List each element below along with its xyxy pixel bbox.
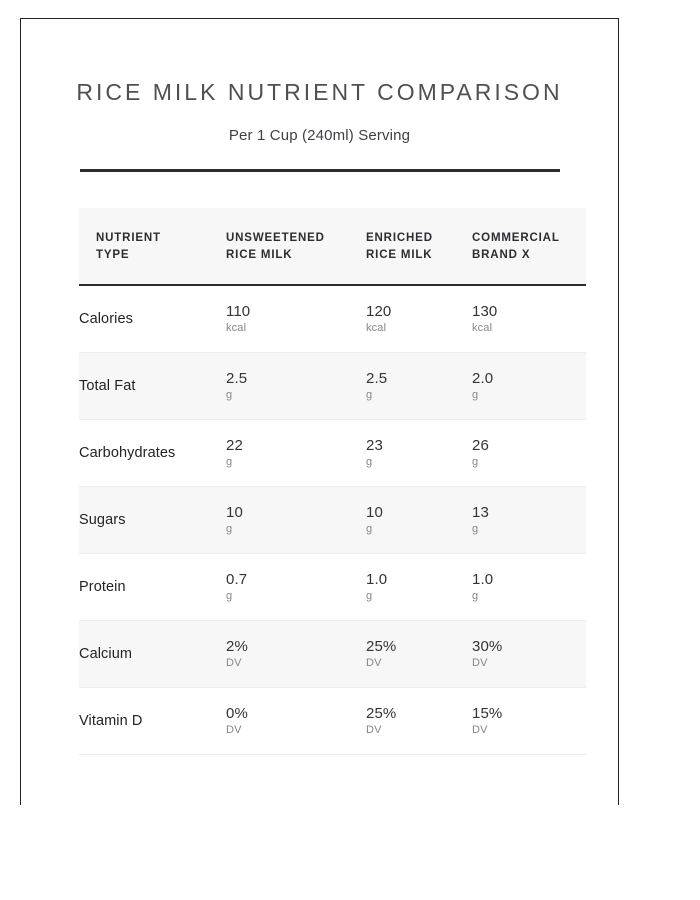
row-label: Sugars bbox=[79, 511, 126, 528]
row-label: Total Fat bbox=[79, 377, 136, 394]
nutrient-table-container bbox=[21, 208, 618, 755]
column-header-unsweetened-rice-milk bbox=[226, 208, 366, 286]
cell-value bbox=[366, 486, 472, 553]
cell-value bbox=[366, 352, 472, 419]
cell-value bbox=[366, 285, 472, 352]
table-header-row bbox=[79, 208, 586, 286]
cell-unit: DV bbox=[366, 656, 382, 669]
cell-number: 1.0 bbox=[366, 570, 388, 588]
cell-unit: g bbox=[226, 455, 233, 468]
table-row bbox=[79, 687, 586, 754]
cell-value bbox=[366, 419, 472, 486]
cell-unit: DV bbox=[226, 656, 242, 669]
cell-unit: g bbox=[472, 589, 479, 602]
nutrient-comparison-table bbox=[79, 208, 586, 755]
cell-number: 25% bbox=[366, 637, 397, 655]
cell-unit: g bbox=[472, 455, 479, 468]
cell-unit: g bbox=[366, 388, 373, 401]
cell-unit: g bbox=[226, 589, 233, 602]
cell-number: 22 bbox=[226, 436, 243, 454]
cell-unit: g bbox=[366, 522, 373, 535]
cell-unit: DV bbox=[472, 656, 488, 669]
cell-unit: g bbox=[472, 522, 479, 535]
column-header-line-1: COMMERCIAL bbox=[472, 231, 560, 244]
column-header-line-2: RICE MILK bbox=[226, 249, 293, 262]
table-row bbox=[79, 285, 586, 352]
column-header-line-1: NUTRIENT bbox=[96, 231, 161, 244]
cell-number: 2.5 bbox=[366, 369, 388, 387]
page-subtitle: Per 1 Cup (240ml) Serving bbox=[228, 127, 411, 144]
row-label: Carbohydrates bbox=[79, 444, 176, 461]
cell-value bbox=[472, 486, 586, 553]
cell-value bbox=[472, 352, 586, 419]
document-page bbox=[20, 18, 619, 805]
table-row bbox=[79, 486, 586, 553]
cell-number: 2% bbox=[226, 637, 248, 655]
column-header-nutrient-type bbox=[79, 208, 226, 286]
cell-number: 25% bbox=[366, 704, 397, 722]
table-header bbox=[79, 208, 586, 286]
cell-unit: g bbox=[366, 455, 373, 468]
page-title: RICE MILK NUTRIENT COMPARISON bbox=[76, 79, 563, 105]
cell-number: 13 bbox=[472, 503, 489, 521]
cell-unit: kcal bbox=[472, 322, 493, 335]
cell-unit: DV bbox=[366, 723, 382, 736]
column-header-line-1: ENRICHED bbox=[366, 231, 433, 244]
cell-number: 2.5 bbox=[226, 369, 248, 387]
cell-unit: kcal bbox=[226, 322, 247, 335]
cell-number: 120 bbox=[366, 302, 392, 320]
cell-number: 0% bbox=[226, 704, 248, 722]
cell-number: 130 bbox=[472, 302, 498, 320]
cell-value bbox=[366, 620, 472, 687]
column-header-line-2: RICE MILK bbox=[366, 249, 433, 262]
cell-number: 110 bbox=[226, 302, 251, 320]
column-header-commercial-brand-x bbox=[472, 208, 586, 286]
column-header-enriched-rice-milk bbox=[366, 208, 472, 286]
table-row bbox=[79, 419, 586, 486]
cell-value bbox=[472, 620, 586, 687]
cell-value bbox=[472, 687, 586, 754]
cell-number: 26 bbox=[472, 436, 489, 454]
row-label: Protein bbox=[79, 578, 126, 595]
cell-value bbox=[226, 419, 366, 486]
cell-number: 15% bbox=[472, 704, 503, 722]
cell-number: 0.7 bbox=[226, 570, 248, 588]
cell-value bbox=[226, 687, 366, 754]
cell-unit: g bbox=[472, 388, 479, 401]
cell-unit: DV bbox=[472, 723, 488, 736]
cell-value bbox=[472, 285, 586, 352]
cell-value bbox=[226, 553, 366, 620]
cell-number: 30% bbox=[472, 637, 503, 655]
cell-value bbox=[226, 285, 366, 352]
table-row bbox=[79, 352, 586, 419]
cell-value bbox=[226, 352, 366, 419]
cell-value bbox=[366, 687, 472, 754]
cell-number: 10 bbox=[366, 503, 383, 521]
row-label: Calcium bbox=[79, 645, 133, 662]
title-divider bbox=[80, 169, 560, 172]
row-label: Calories bbox=[79, 310, 133, 327]
column-header-line-2: BRAND X bbox=[472, 249, 531, 262]
cell-unit: kcal bbox=[366, 322, 387, 335]
table-row bbox=[79, 620, 586, 687]
cell-value bbox=[226, 620, 366, 687]
cell-value bbox=[472, 553, 586, 620]
cell-number: 1.0 bbox=[472, 570, 494, 588]
cell-number: 2.0 bbox=[472, 369, 494, 387]
row-label: Vitamin D bbox=[79, 712, 143, 729]
cell-value bbox=[366, 553, 472, 620]
cell-number: 10 bbox=[226, 503, 243, 521]
column-header-line-1: UNSWEETENED bbox=[226, 231, 325, 244]
table-row bbox=[79, 553, 586, 620]
cell-value bbox=[226, 486, 366, 553]
column-header-line-2: TYPE bbox=[96, 249, 130, 262]
cell-unit: g bbox=[226, 522, 233, 535]
table-body bbox=[79, 285, 586, 754]
cell-number: 23 bbox=[366, 436, 383, 454]
cell-unit: g bbox=[366, 589, 373, 602]
cell-unit: DV bbox=[226, 723, 242, 736]
cell-value bbox=[472, 419, 586, 486]
cell-unit: g bbox=[226, 388, 233, 401]
